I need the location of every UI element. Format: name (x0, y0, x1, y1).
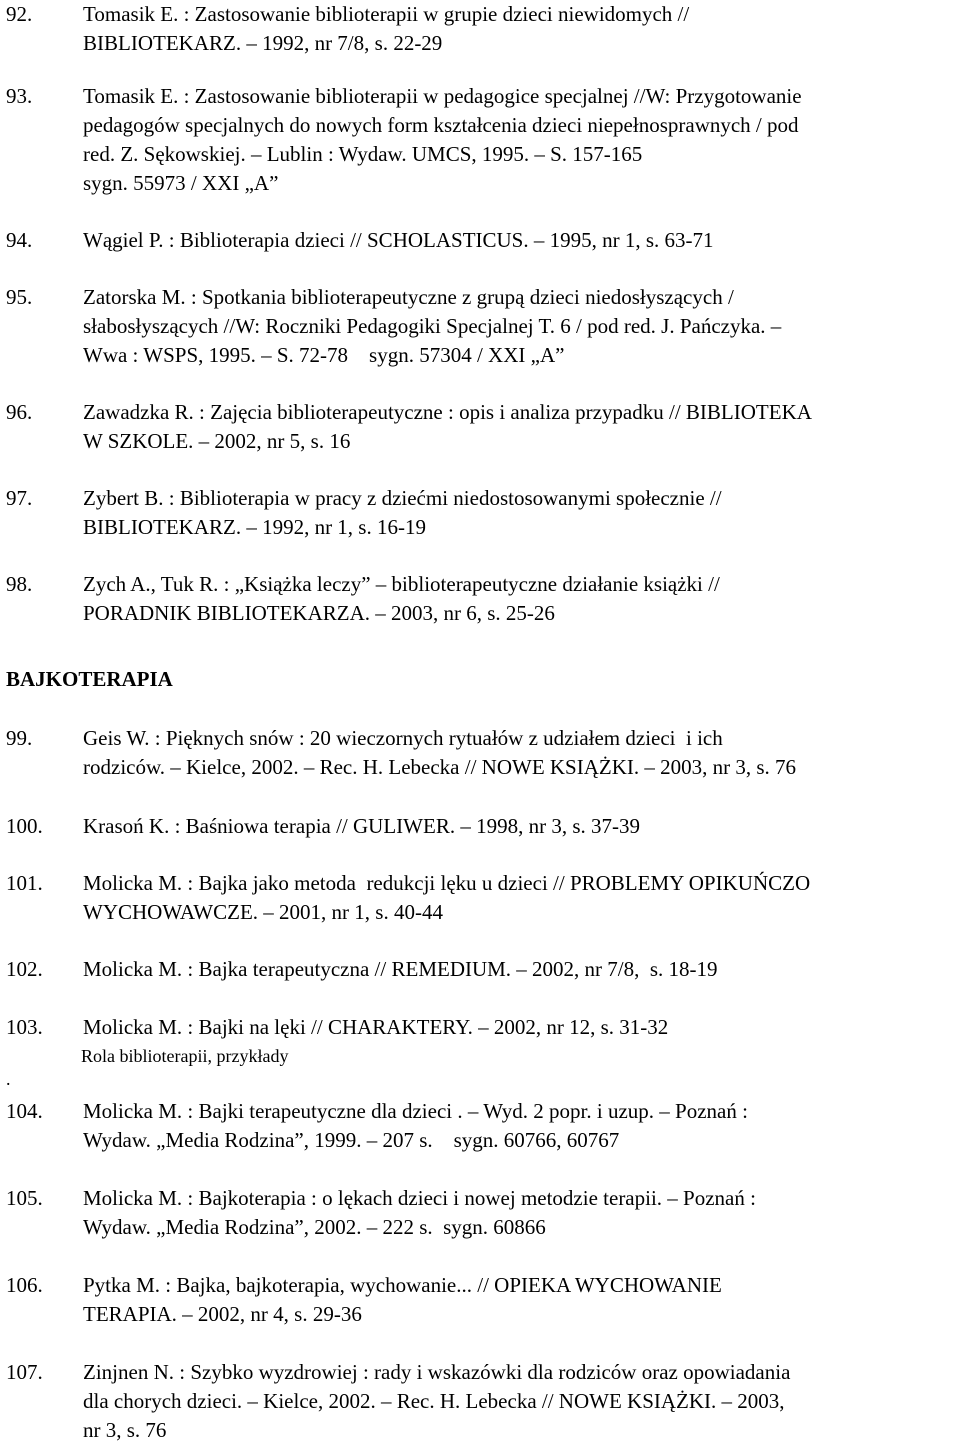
entry-line: TERAPIA. – 2002, nr 4, s. 29-36 (83, 1302, 362, 1326)
note-text: Rola biblioterapii, przykłady (81, 1046, 289, 1066)
entry-line: Geis W. : Pięknych snów : 20 wieczornych rytuałów z udziałem dzieci i ich (83, 726, 723, 750)
entry-number: 99. (6, 726, 33, 750)
entry-number: 104. (6, 1099, 43, 1123)
entry-line: WYCHOWAWCZE. – 2001, nr 1, s. 40-44 (83, 900, 443, 924)
entry-line: Zybert B. : Biblioterapia w pracy z dziećmi niedostosowanymi społecznie // (83, 486, 722, 510)
entry-line: nr 3, s. 76 (83, 1418, 167, 1442)
section-heading: BAJKOTERAPIA (6, 667, 173, 691)
entry-number: 103. (6, 1015, 43, 1039)
entry-line: Molicka M. : Bajkoterapia : o lękach dzieci i nowej metodzie terapii. – Poznań : (83, 1186, 756, 1210)
entry-line: Wągiel P. : Biblioterapia dzieci // SCHOLASTICUS. – 1995, nr 1, s. 63-71 (83, 228, 714, 252)
entry-number: 105. (6, 1186, 43, 1210)
entry-number: 100. (6, 814, 43, 838)
entry-line: Krasoń K. : Baśniowa terapia // GULIWER. – 1998, nr 3, s. 37-39 (83, 814, 640, 838)
entry-number: 98. (6, 572, 33, 596)
entry-line: Zych A., Tuk R. : „Książka leczy” – biblioterapeutyczne działanie książki // (83, 572, 720, 596)
entry-number: 94. (6, 228, 33, 252)
entry-line: Molicka M. : Bajka terapeutyczna // REMEDIUM. – 2002, nr 7/8, s. 18-19 (83, 957, 718, 981)
entry-line: dla chorych dzieci. – Kielce, 2002. – Rec. H. Lebecka // NOWE KSIĄŻKI. – 2003, (83, 1389, 785, 1413)
entry-line: sygn. 55973 / XXI „A” (83, 171, 279, 195)
entry-line: Tomasik E. : Zastosowanie biblioterapii w grupie dzieci niewidomych // (83, 2, 690, 26)
entry-line: Molicka M. : Bajki na lęki // CHARAKTERY. – 2002, nr 12, s. 31-32 (83, 1015, 669, 1039)
entry-number: 96. (6, 400, 33, 424)
entry-line: PORADNIK BIBLIOTEKARZA. – 2003, nr 6, s. 25-26 (83, 601, 555, 625)
note-dot: . (6, 1069, 11, 1089)
entry-line: BIBLIOTEKARZ. – 1992, nr 1, s. 16-19 (83, 515, 426, 539)
entry-line: Zatorska M. : Spotkania biblioterapeutyczne z grupą dzieci niedosłyszących / (83, 285, 734, 309)
entry-number: 92. (6, 2, 33, 26)
entry-line: Tomasik E. : Zastosowanie biblioterapii w pedagogice specjalnej //W: Przygotowanie (83, 84, 802, 108)
entry-line: W SZKOLE. – 2002, nr 5, s. 16 (83, 429, 351, 453)
entry-line: Pytka M. : Bajka, bajkoterapia, wychowanie... // OPIEKA WYCHOWANIE (83, 1273, 722, 1297)
entry-line: Molicka M. : Bajki terapeutyczne dla dzieci . – Wyd. 2 popr. i uzup. – Poznań : (83, 1099, 748, 1123)
entry-line: Molicka M. : Bajka jako metoda redukcji lęku u dzieci // PROBLEMY OPIKUŃCZO (83, 871, 811, 895)
entry-line: red. Z. Sękowskiej. – Lublin : Wydaw. UMCS, 1995. – S. 157-165 (83, 142, 643, 166)
entry-line: BIBLIOTEKARZ. – 1992, nr 7/8, s. 22-29 (83, 31, 443, 55)
entry-number: 93. (6, 84, 33, 108)
entry-number: 106. (6, 1273, 43, 1297)
entry-line: Zawadzka R. : Zajęcia biblioterapeutyczne : opis i analiza przypadku // BIBLIOTEKA (83, 400, 812, 424)
entry-number: 97. (6, 486, 33, 510)
entry-line: słabosłyszących //W: Roczniki Pedagogiki Specjalnej T. 6 / pod red. J. Pańczyka. – (83, 314, 782, 338)
entry-line: Zinjnen N. : Szybko wyzdrowiej : rady i wskazówki dla rodziców oraz opowiadania (83, 1360, 791, 1384)
entry-line: pedagogów specjalnych do nowych form kształcenia dzieci niepełnosprawnych / pod (83, 113, 799, 137)
entry-line: Wydaw. „Media Rodzina”, 1999. – 207 s. sygn. 60766, 60767 (83, 1128, 620, 1152)
entry-line: Wwa : WSPS, 1995. – S. 72-78 sygn. 57304 / XXI „A” (83, 343, 565, 367)
entry-number: 107. (6, 1360, 43, 1384)
entry-line: rodziców. – Kielce, 2002. – Rec. H. Lebecka // NOWE KSIĄŻKI. – 2003, nr 3, s. 76 (83, 755, 797, 779)
entry-line: Wydaw. „Media Rodzina”, 2002. – 222 s. sygn. 60866 (83, 1215, 546, 1239)
entry-number: 95. (6, 285, 33, 309)
entry-number: 101. (6, 871, 43, 895)
entry-number: 102. (6, 957, 43, 981)
